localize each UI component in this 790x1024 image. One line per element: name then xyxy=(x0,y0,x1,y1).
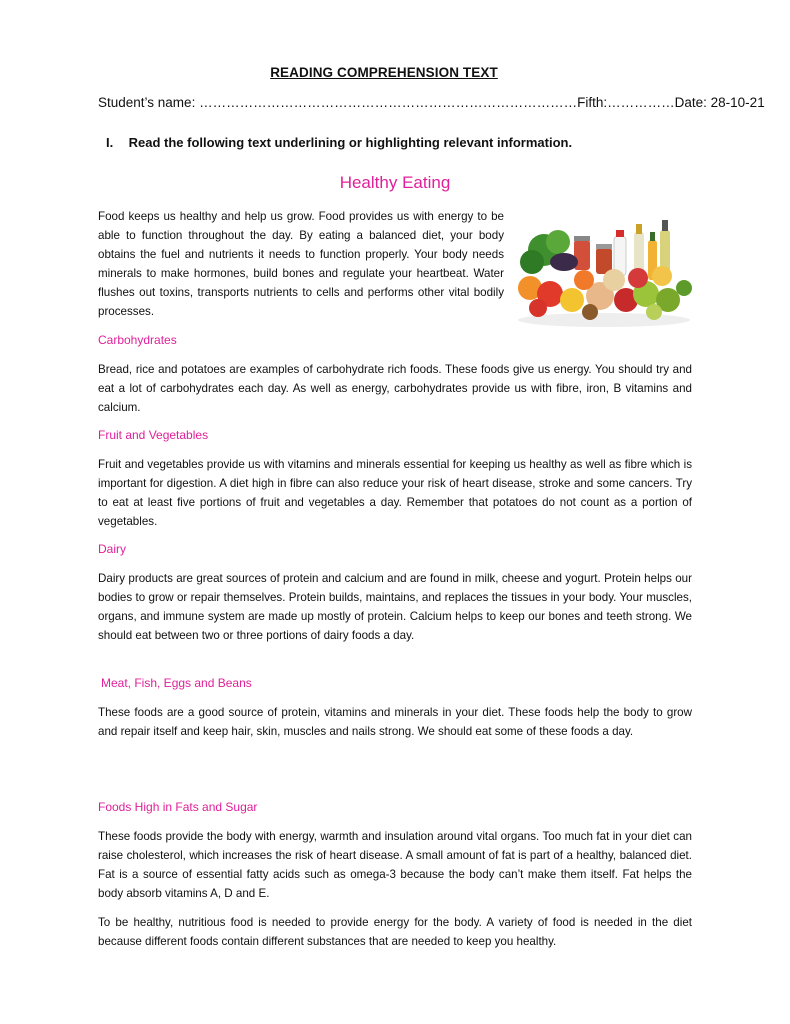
section-text-fruit-vegetables: Fruit and vegetables provide us with vitamins and minerals essential for keeping us healthy as well as fibre which is important for digestion. A diet high in fibre can also reduce your risk of heart disease, stroke and some cancers. Try to eat at least five portions of fruit and vegetables a day. Remember that potatoes do not count as a portion of vegetables. xyxy=(98,458,692,528)
date-label: Date: xyxy=(674,95,707,110)
section-heading-carbohydrates: Carbohydrates xyxy=(98,333,177,347)
section-text-meat-fish: These foods are a good source of protein, vitamins and minerals in your diet. These foods help the body to grow and repair itself and keep hair, skin, muscles and nails strong. We should eat some of these foods a day. xyxy=(98,706,692,738)
fifth-blank: …………… xyxy=(607,95,675,110)
instruction-text: Read the following text underlining or highlighting relevant information. xyxy=(128,135,573,150)
fifth-label: Fifth: xyxy=(577,95,608,110)
instruction-number: I. xyxy=(106,135,114,150)
date-value: 28-10-21 xyxy=(710,95,765,110)
section-heading-fruit-vegetables: Fruit and Vegetables xyxy=(98,428,209,442)
section-text-carbohydrates: Bread, rice and potatoes are examples of carbohydrate rich foods. These foods give us energy. You should try and eat a lot of carbohydrates each day. As well as energy, carbohydrates provide us with fibre, iron, B vitamins and calcium. xyxy=(98,363,692,414)
document-title: READING COMPREHENSION TEXT xyxy=(270,65,498,80)
student-info-line xyxy=(98,95,765,110)
section-heading-meat-fish: Meat, Fish, Eggs and Beans xyxy=(101,676,252,690)
instruction xyxy=(106,135,706,150)
closing-paragraph: To be healthy, nutritious food is needed to provide energy for the body. A variety of food is needed in the diet because different foods contain different substances that are needed to keep you healthy. xyxy=(98,916,692,948)
intro-paragraph: Food keeps us healthy and help us grow. Food provides us with energy to be able to function throughout the day. By eating a balanced diet, your body obtains the fuel and nutrients it needs to function properly. Your body needs minerals to make hormones, build bones and regulate your heartbeat. Water flushes out toxins, transports nutrients to cells and performs other vital bodily processes. xyxy=(98,210,504,318)
section-heading-dairy: Dairy xyxy=(98,542,127,556)
section-text-fats-sugar: These foods provide the body with energy, warmth and insulation around vital organs. Too much fat in your diet can raise cholesterol, which increases the risk of heart disease. A small amount of fat is part of a healthy, balanced diet. Fat is a source of essential fatty acids such as omega-3 because the body can’t make them itself. Fat helps the body absorb vitamins A, D and E. xyxy=(98,830,692,900)
section-heading-fats-sugar: Foods High in Fats and Sugar xyxy=(98,800,258,814)
student-name-label: Student’s name: xyxy=(98,95,196,110)
student-name-blank: ………………………………………………………………………… xyxy=(199,95,578,110)
main-title: Healthy Eating xyxy=(339,173,451,192)
assorted-healthy-food-image xyxy=(514,210,694,328)
section-text-dairy: Dairy products are great sources of protein and calcium and are found in milk, cheese and yogurt. Protein helps our bodies to grow or repair themselves. Protein builds, maintains, and replaces the tissues in your body. Your muscles, organs, and immune system are made up mostly of protein. Calcium helps to keep our bones and teeth strong. We should eat between two or three portions of dairy foods a day. xyxy=(98,572,692,642)
